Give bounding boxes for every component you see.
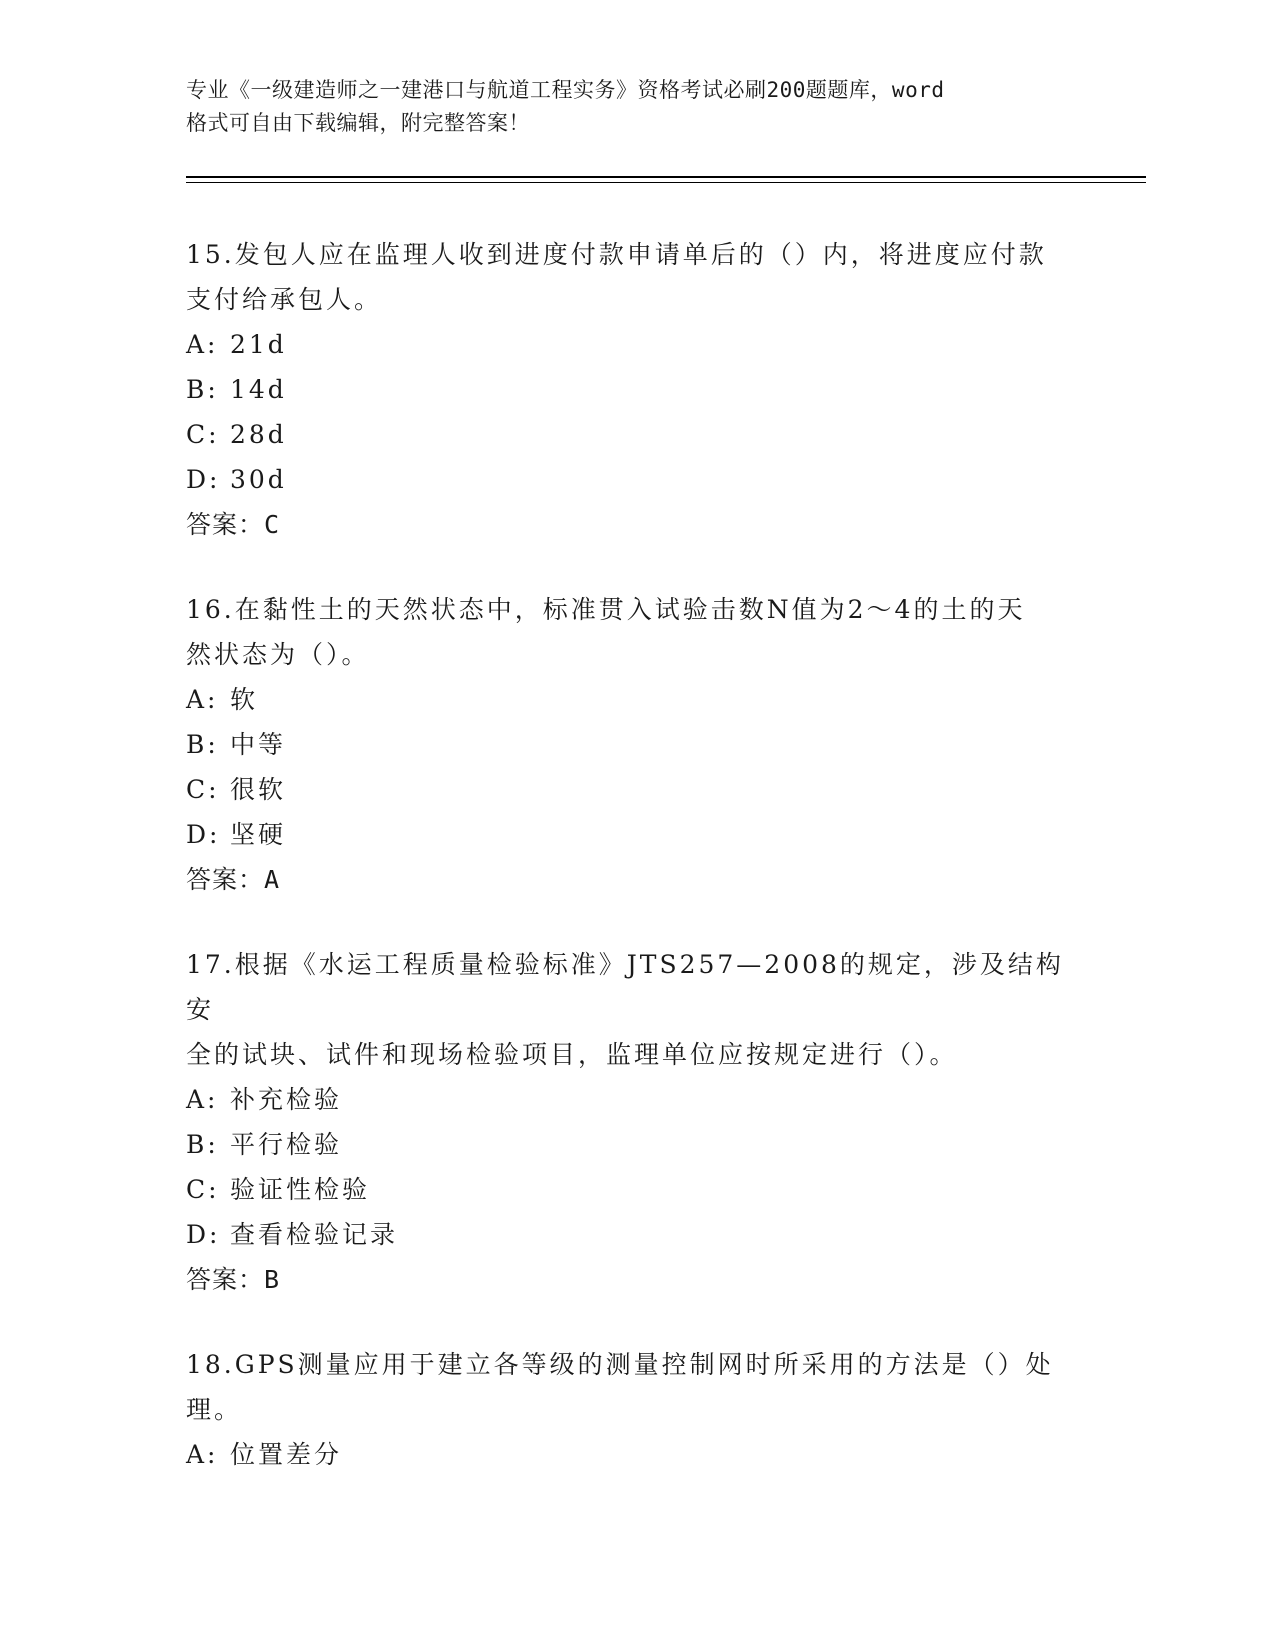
question-18 [186, 1342, 1086, 1477]
option-key: D: [186, 1220, 221, 1249]
question-stem-line: 支付给承包人。 [186, 285, 383, 314]
header-line-1: 专业《一级建造师之一建港口与航道工程实务》资格考试必刷200题题库，word [186, 78, 945, 102]
option-a [186, 1077, 1086, 1122]
option-a [186, 677, 1086, 722]
question-stem-line: 18.GPS测量应用于建立各等级的测量控制网时所采用的方法是（）处 [186, 1350, 1054, 1379]
option-text: 坚硬 [230, 820, 287, 849]
option-text: 很软 [230, 775, 287, 804]
option-key: A: [186, 685, 219, 714]
option-b [186, 1122, 1086, 1167]
option-key: B: [186, 375, 219, 404]
question-15 [186, 232, 1086, 547]
option-d [186, 457, 1086, 502]
question-stem-line: 16.在黏性土的天然状态中，标准贯入试验击数N值为2～4的土的天 [186, 595, 1026, 624]
option-text: 软 [230, 685, 259, 714]
option-key: C: [186, 420, 220, 449]
option-key: C: [186, 1175, 220, 1204]
option-text: 30d [230, 465, 287, 494]
option-text: 验证性检验 [230, 1175, 371, 1204]
option-b [186, 367, 1086, 412]
option-key: D: [186, 820, 221, 849]
header-divider-thick [186, 176, 1146, 178]
option-key: D: [186, 465, 221, 494]
question-stem-line: 17.根据《水运工程质量检验标准》JTS257—2008的规定，涉及结构安 [186, 950, 1064, 1024]
question-17 [186, 942, 1086, 1302]
option-c [186, 767, 1086, 812]
option-a [186, 322, 1086, 367]
question-stem-line: 全的试块、试件和现场检验项目，监理单位应按规定进行（）。 [186, 1040, 958, 1069]
option-key: A: [186, 1440, 219, 1469]
question-stem-line: 理。 [186, 1395, 243, 1424]
option-b [186, 722, 1086, 767]
option-c [186, 1167, 1086, 1212]
question-stem-line: 15.发包人应在监理人收到进度付款申请单后的（）内，将进度应付款 [186, 240, 1047, 269]
option-text: 14d [230, 375, 287, 404]
question-16 [186, 587, 1086, 902]
option-key: B: [186, 1130, 219, 1159]
option-c [186, 412, 1086, 457]
header-line-2: 格式可自由下载编辑，附完整答案！ [186, 111, 530, 135]
option-text: 平行检验 [230, 1130, 343, 1159]
option-text: 位置差分 [230, 1440, 343, 1469]
option-text: 查看检验记录 [230, 1220, 399, 1249]
option-key: B: [186, 730, 219, 759]
answer-line: 答案：A [186, 865, 281, 894]
option-text: 21d [230, 330, 287, 359]
option-text: 补充检验 [230, 1085, 343, 1114]
option-key: C: [186, 775, 220, 804]
option-text: 中等 [230, 730, 287, 759]
document-header [186, 74, 1066, 140]
option-a [186, 1432, 1086, 1477]
answer-line: 答案：C [186, 510, 281, 539]
option-key: A: [186, 330, 219, 359]
option-d [186, 1212, 1086, 1257]
option-text: 28d [230, 420, 287, 449]
header-divider-thin [186, 182, 1146, 183]
question-stem-line: 然状态为（）。 [186, 640, 370, 669]
option-d [186, 812, 1086, 857]
question-list [186, 232, 1086, 1517]
option-key: A: [186, 1085, 219, 1114]
answer-line: 答案：B [186, 1265, 281, 1294]
